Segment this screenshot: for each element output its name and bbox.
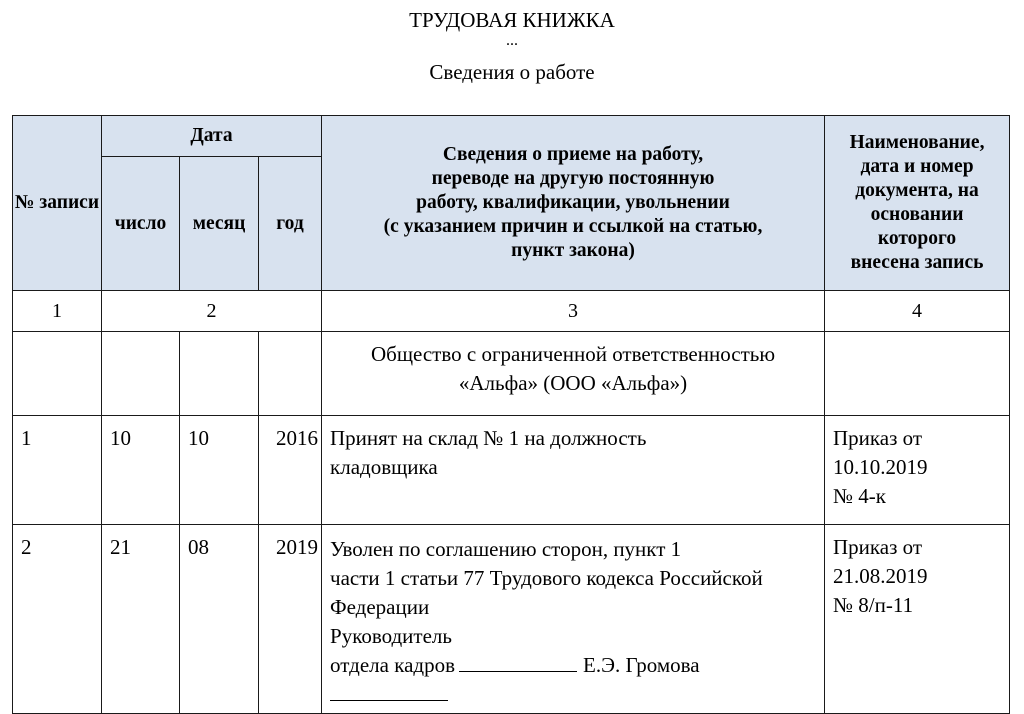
record-info-line: Принят на склад № 1 на должность	[330, 426, 647, 450]
record-month: 10	[180, 416, 259, 525]
organization-row	[13, 332, 1010, 416]
record-info	[322, 416, 825, 525]
header-year: год	[259, 157, 322, 291]
signature-prefix: отдела кадров	[330, 653, 456, 677]
header-info-line: (с указанием причин и ссылкой на статью,	[383, 216, 763, 237]
record-basis	[825, 525, 1010, 714]
record-info-line: кладовщика	[330, 455, 438, 479]
record-info-line: Уволен по соглашению сторон, пункт 1	[330, 537, 682, 561]
header-info-line: переводе на другую постоянную	[431, 168, 715, 189]
header-basis-line: основании	[870, 204, 964, 225]
record-basis	[825, 416, 1010, 525]
header-info-line: пункт закона)	[511, 240, 635, 261]
signature-blank	[459, 651, 577, 672]
header-basis-line: документа, на	[855, 180, 979, 201]
record-info-line: части 1 статьи 77 Трудового кодекса Российской	[330, 566, 763, 590]
empty-cell	[102, 332, 180, 416]
signature-line	[330, 651, 824, 680]
column-number: 1	[13, 291, 102, 332]
section-subtitle: Сведения о работе	[429, 60, 595, 84]
organization-name-line: Общество с ограниченной ответственностью	[370, 342, 776, 366]
header-basis	[825, 116, 1010, 291]
header-basis-line: которого	[877, 228, 957, 249]
record-info	[322, 525, 825, 714]
record-basis-line: 21.08.2019	[833, 564, 928, 588]
column-number: 3	[322, 291, 825, 332]
signature-name: Е.Э. Громова	[583, 653, 700, 677]
table-row	[13, 525, 1010, 714]
document-ellipsis: ...	[506, 32, 518, 49]
empty-cell	[180, 332, 259, 416]
header-basis-line: Наименование,	[849, 132, 985, 153]
header-info-line: работу, квалификации, увольнении	[416, 192, 730, 213]
record-day: 10	[102, 416, 180, 525]
signature-underline	[330, 700, 448, 701]
work-record-table	[12, 115, 1010, 714]
empty-cell	[825, 332, 1010, 416]
record-basis-line: 10.10.2019	[833, 455, 928, 479]
empty-cell	[259, 332, 322, 416]
record-year: 2019	[259, 525, 322, 714]
header-basis-line: внесена запись	[850, 252, 984, 273]
record-basis-line: № 8/п-11	[833, 593, 914, 617]
header-row-1	[13, 116, 1010, 157]
record-info-line: Руководитель	[330, 624, 452, 648]
column-number: 2	[102, 291, 322, 332]
empty-cell	[13, 332, 102, 416]
record-basis-line: № 4-к	[833, 484, 886, 508]
header-day: число	[102, 157, 180, 291]
record-month: 08	[180, 525, 259, 714]
table-row	[13, 416, 1010, 525]
column-number-row	[13, 291, 1010, 332]
record-basis-line: Приказ от	[833, 426, 923, 450]
header-info	[322, 116, 825, 291]
organization-name-line: «Альфа» (ООО «Альфа»)	[458, 371, 688, 395]
header-date: Дата	[102, 116, 322, 157]
header-info-line: Сведения о приеме на работу,	[442, 144, 704, 165]
record-year: 2016	[259, 416, 322, 525]
document-title: ТРУДОВАЯ КНИЖКА	[409, 8, 615, 32]
header-month: месяц	[180, 157, 259, 291]
record-basis-line: Приказ от	[833, 535, 923, 559]
record-info-line: Федерации	[330, 595, 430, 619]
record-number: 1	[13, 416, 102, 525]
record-day: 21	[102, 525, 180, 714]
record-number: 2	[13, 525, 102, 714]
organization-name	[322, 332, 825, 416]
header-basis-line: дата и номер	[860, 156, 974, 177]
column-number: 4	[825, 291, 1010, 332]
header-record-no: № записи	[13, 116, 102, 291]
